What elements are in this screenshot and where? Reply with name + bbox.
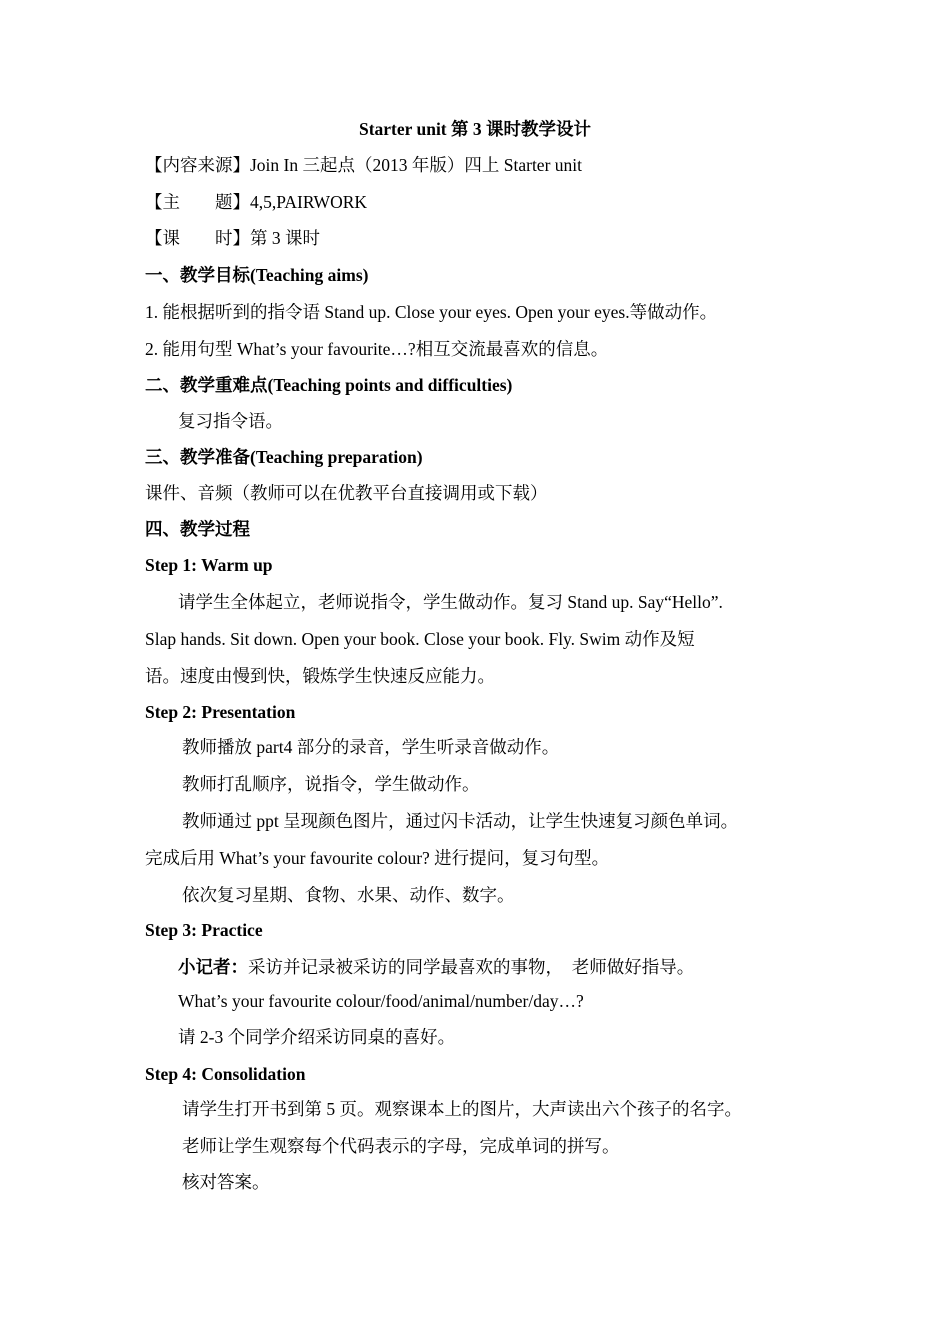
step2-line-5: 依次复习星期、食物、水果、动作、数字。	[182, 885, 515, 905]
points-heading: 二、教学重难点(Teaching points and difficulties)	[145, 375, 513, 395]
step2-line-4: 完成后用 What’s your favourite colour? 进行提问，复习句型。	[145, 848, 610, 868]
step2-line-1: 教师播放 part4 部分的录音，学生听录音做动作。	[182, 737, 560, 757]
step1-line-2: Slap hands. Sit down. Open your book. Close your book. Fly. Swim 动作及短	[145, 629, 695, 649]
step3-line-2: What’s your favourite colour/food/animal/number/day…?	[178, 991, 584, 1011]
meta-source: 【内容来源】Join In 三起点（2013 年版）四上 Starter unit	[145, 155, 582, 175]
step2-line-2: 教师打乱顺序，说指令，学生做动作。	[182, 774, 480, 794]
step2-heading: Step 2: Presentation	[145, 702, 296, 722]
step4-line-1: 请学生打开书到第 5 页。观察课本上的图片，大声读出六个孩子的名字。	[182, 1099, 742, 1119]
step3-heading: Step 3: Practice	[145, 920, 263, 940]
meta-topic: 【主 题】4,5,PAIRWORK	[145, 192, 368, 212]
preparation-text: 课件、音频（教师可以在优教平台直接调用或下载）	[145, 483, 548, 503]
step3-line-3: 请 2-3 个同学介绍采访同桌的喜好。	[178, 1027, 456, 1047]
step3-reporter-label: 小记者：	[178, 957, 248, 977]
aims-heading: 一、教学目标(Teaching aims)	[145, 265, 369, 285]
document-title: Starter unit 第 3 课时教学设计	[358, 119, 592, 139]
step2-line-3: 教师通过 ppt 呈现颜色图片，通过闪卡活动，让学生快速复习颜色单词。	[182, 811, 739, 831]
aims-item-2: 2. 能用句型 What’s your favourite…?相互交流最喜欢的信息。	[145, 339, 609, 359]
process-heading: 四、教学过程	[145, 519, 250, 539]
step4-line-2: 老师让学生观察每个代码表示的字母，完成单词的拼写。	[182, 1136, 620, 1156]
points-text: 复习指令语。	[178, 411, 283, 431]
step4-heading: Step 4: Consolidation	[145, 1064, 306, 1084]
meta-lesson: 【课 时】第 3 课时	[145, 228, 320, 248]
preparation-heading: 三、教学准备(Teaching preparation)	[145, 447, 423, 467]
step3-reporter-line	[178, 956, 694, 978]
step1-line-1: 请学生全体起立，老师说指令，学生做动作。复习 Stand up. Say“Hello”.	[178, 592, 723, 612]
step1-line-3: 语。速度由慢到快，锻炼学生快速反应能力。	[145, 666, 495, 686]
step4-line-3: 核对答案。	[182, 1172, 270, 1192]
step3-reporter-text: 采访并记录被采访的同学最喜欢的事物， 老师做好指导。	[248, 957, 695, 977]
step1-heading: Step 1: Warm up	[145, 555, 273, 575]
aims-item-1: 1. 能根据听到的指令语 Stand up. Close your eyes. Open your eyes.等做动作。	[145, 302, 718, 322]
